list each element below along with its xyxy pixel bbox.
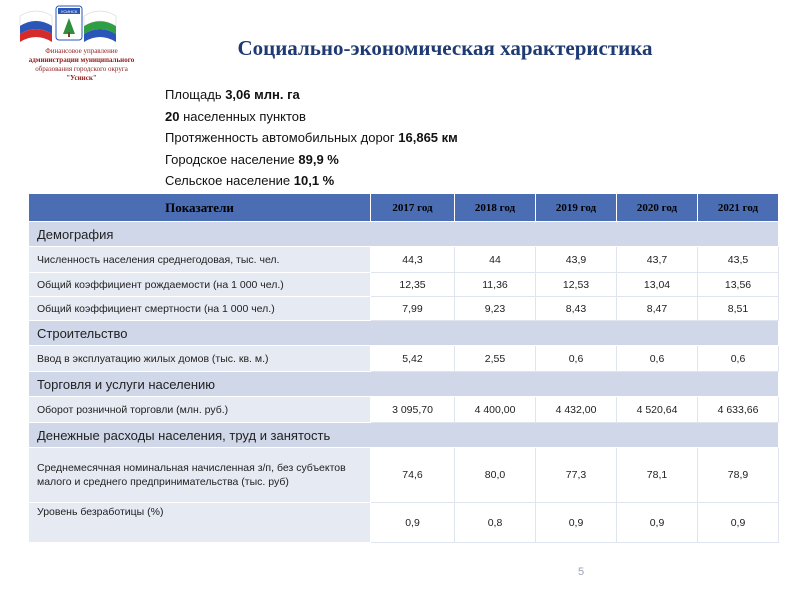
fact-value: 16,865 км bbox=[398, 130, 458, 145]
section-title: Строительство bbox=[29, 321, 779, 346]
cell-value: 44,3 bbox=[371, 247, 455, 273]
row-label: Оборот розничной торговли (млн. руб.) bbox=[29, 397, 371, 423]
fact-label: Площадь bbox=[165, 87, 226, 102]
cell-value: 4 432,00 bbox=[536, 397, 617, 423]
cell-value: 4 633,66 bbox=[698, 397, 779, 423]
row-label: Общий коэффициент рождаемости (на 1 000 чел.) bbox=[29, 273, 371, 297]
header-year: 2020 год bbox=[617, 194, 698, 222]
fact-label: Сельское население bbox=[165, 173, 294, 188]
section-row bbox=[29, 423, 779, 448]
cell-value: 13,04 bbox=[617, 273, 698, 297]
cell-value: 80,0 bbox=[455, 448, 536, 503]
row-label: Среднемесячная номинальная начисленная з/п, без субъектов малого и среднего предпринимательства (тыс. руб) bbox=[29, 448, 371, 503]
section-row bbox=[29, 222, 779, 247]
table-row bbox=[29, 397, 779, 423]
cell-value: 0,9 bbox=[536, 503, 617, 543]
cell-value: 9,23 bbox=[455, 297, 536, 321]
coat-of-arms-icon bbox=[18, 4, 118, 44]
section-title: Денежные расходы населения, труд и занятость bbox=[29, 423, 779, 448]
table-row bbox=[29, 448, 779, 503]
table-row bbox=[29, 247, 779, 273]
cell-value: 0,9 bbox=[617, 503, 698, 543]
logo-badge-text: УСИНСК bbox=[60, 9, 78, 14]
fact-value: 3,06 млн. га bbox=[225, 87, 300, 102]
section-row bbox=[29, 321, 779, 346]
cell-value: 44 bbox=[455, 247, 536, 273]
facts-list bbox=[165, 84, 458, 192]
page-number: 5 bbox=[578, 566, 585, 578]
organization-name bbox=[14, 47, 149, 83]
fact-roads bbox=[165, 127, 458, 149]
section-title: Торговля и услуги населению bbox=[29, 372, 779, 397]
header-year: 2018 год bbox=[455, 194, 536, 222]
org-line-1: Финансовое управление bbox=[45, 47, 118, 55]
row-label: Численность населения среднегодовая, тыс. чел. bbox=[29, 247, 371, 273]
fact-value: 10,1 % bbox=[293, 173, 335, 188]
section-row bbox=[29, 372, 779, 397]
cell-value: 78,1 bbox=[617, 448, 698, 503]
table-row bbox=[29, 346, 779, 372]
cell-value: 0,9 bbox=[371, 503, 455, 543]
fact-rural-population bbox=[165, 170, 458, 192]
cell-value: 8,43 bbox=[536, 297, 617, 321]
header-indicators: Показатели bbox=[29, 194, 371, 222]
row-label: Ввод в эксплуатацию жилых домов (тыс. кв. м.) bbox=[29, 346, 371, 372]
cell-value: 4 400,00 bbox=[455, 397, 536, 423]
cell-value: 43,9 bbox=[536, 247, 617, 273]
org-line-4: "Усинск" bbox=[66, 74, 97, 82]
cell-value: 2,55 bbox=[455, 346, 536, 372]
logo bbox=[8, 4, 138, 88]
table-header bbox=[29, 194, 779, 222]
cell-value: 12,35 bbox=[371, 273, 455, 297]
cell-value: 5,42 bbox=[371, 346, 455, 372]
org-line-3: образования городского округа bbox=[35, 65, 128, 73]
fact-urban-population bbox=[165, 149, 458, 171]
cell-value: 74,6 bbox=[371, 448, 455, 503]
cell-value: 0,6 bbox=[617, 346, 698, 372]
cell-value: 77,3 bbox=[536, 448, 617, 503]
fact-value: 20 bbox=[165, 108, 180, 124]
indicators-table bbox=[28, 193, 779, 543]
cell-value: 43,5 bbox=[698, 247, 779, 273]
cell-value: 8,47 bbox=[617, 297, 698, 321]
table-row bbox=[29, 297, 779, 321]
fact-label: Городское население bbox=[165, 151, 299, 167]
header-year: 2019 год bbox=[536, 194, 617, 222]
fact-label: Протяженность автомобильных дорог bbox=[165, 130, 399, 145]
cell-value: 0,6 bbox=[698, 346, 779, 372]
table-row bbox=[29, 273, 779, 297]
fact-area bbox=[165, 84, 458, 106]
section-title: Демография bbox=[29, 222, 779, 247]
fact-settlements bbox=[165, 106, 458, 128]
table-row bbox=[29, 503, 779, 543]
cell-value: 13,56 bbox=[698, 273, 779, 297]
row-label: Уровень безработицы (%) bbox=[29, 503, 371, 543]
cell-value: 0,9 bbox=[698, 503, 779, 543]
row-label: Общий коэффициент смертности (на 1 000 чел.) bbox=[29, 297, 371, 321]
cell-value: 4 520,64 bbox=[617, 397, 698, 423]
cell-value: 12,53 bbox=[536, 273, 617, 297]
cell-value: 78,9 bbox=[698, 448, 779, 503]
cell-value: 8,51 bbox=[698, 297, 779, 321]
cell-value: 11,36 bbox=[455, 273, 536, 297]
org-line-2: администрации муниципального bbox=[28, 56, 135, 64]
cell-value: 0,6 bbox=[536, 346, 617, 372]
slide-title: Социально-экономическая характеристика bbox=[237, 36, 653, 60]
fact-suffix: населенных пунктов bbox=[179, 108, 306, 124]
cell-value: 0,8 bbox=[455, 503, 536, 543]
cell-value: 43,7 bbox=[617, 247, 698, 273]
cell-value: 3 095,70 bbox=[371, 397, 455, 423]
fact-value: 89,9 % bbox=[298, 151, 339, 167]
header-year: 2021 год bbox=[698, 194, 779, 222]
cell-value: 7,99 bbox=[371, 297, 455, 321]
header-year: 2017 год bbox=[371, 194, 455, 222]
